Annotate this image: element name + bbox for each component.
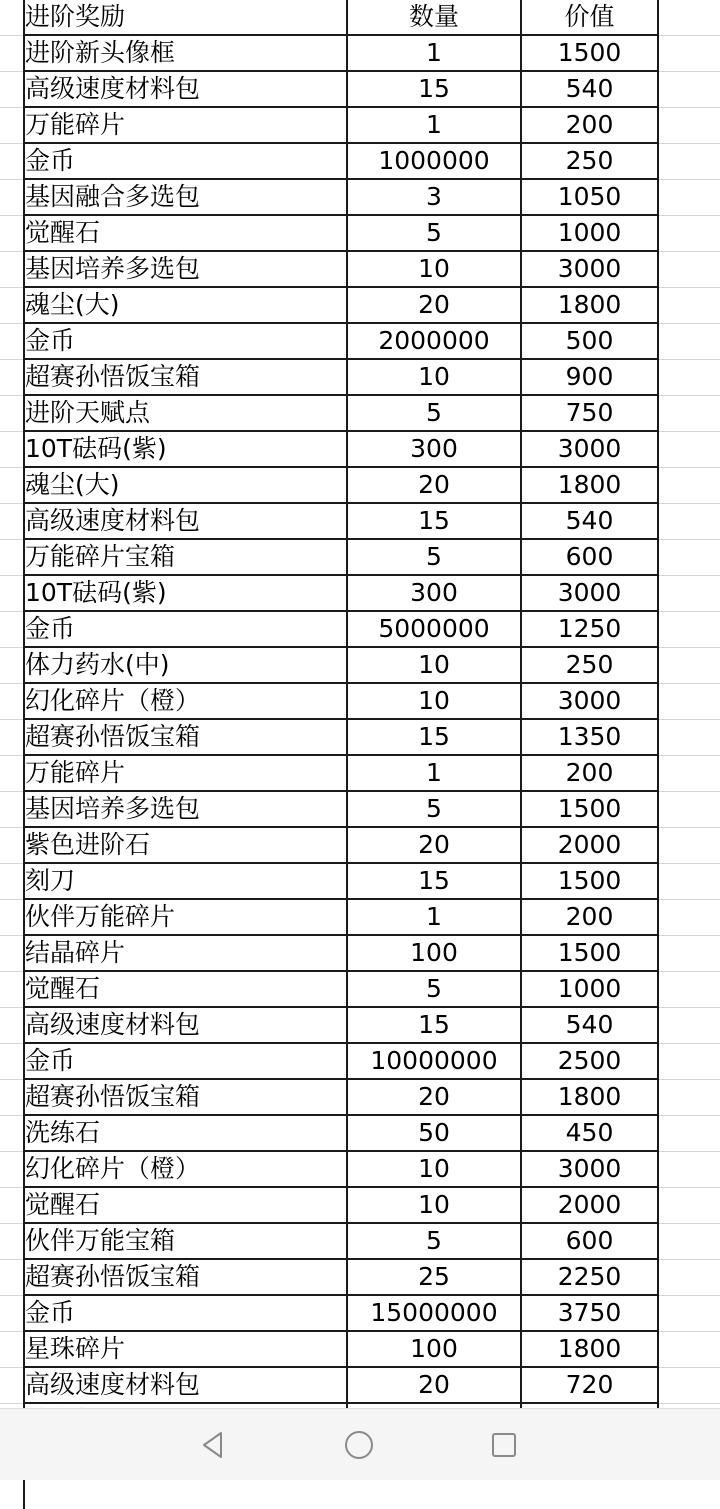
item-name-cell[interactable]: 魂尘(大)	[24, 467, 347, 503]
table-row	[0, 503, 720, 539]
quantity-cell[interactable]: 10	[347, 251, 521, 287]
value-cell[interactable]: 250	[521, 143, 658, 179]
item-name-cell[interactable]: 金币	[24, 1043, 347, 1079]
value-cell[interactable]: 720	[521, 1367, 658, 1403]
empty-cell[interactable]	[658, 575, 720, 611]
row-header-cell[interactable]	[0, 1223, 24, 1259]
value-cell[interactable]: 600	[521, 539, 658, 575]
row-header-cell[interactable]	[0, 755, 24, 791]
back-triangle-icon	[199, 1430, 229, 1460]
home-circle-icon	[343, 1429, 375, 1461]
table-row	[0, 35, 720, 71]
row-header-cell[interactable]	[0, 359, 24, 395]
quantity-cell[interactable]: 20	[347, 467, 521, 503]
empty-cell[interactable]	[658, 179, 720, 215]
item-name-cell[interactable]: 魂尘(大)	[24, 287, 347, 323]
table-row	[0, 215, 720, 251]
empty-cell[interactable]	[658, 323, 720, 359]
quantity-cell[interactable]: 15	[347, 71, 521, 107]
item-name-cell[interactable]: 万能碎片宝箱	[24, 539, 347, 575]
empty-cell[interactable]	[24, 1475, 347, 1509]
value-cell[interactable]: 1800	[521, 1079, 658, 1115]
row-header-cell[interactable]	[0, 431, 24, 467]
item-name-cell[interactable]: 金币	[24, 323, 347, 359]
quantity-cell[interactable]: 20	[347, 287, 521, 323]
row-header-cell[interactable]	[0, 1151, 24, 1187]
quantity-cell[interactable]: 5	[347, 395, 521, 431]
value-cell[interactable]: 250	[521, 647, 658, 683]
item-name-cell[interactable]: 基因培养多选包	[24, 251, 347, 287]
row-header-cell[interactable]	[0, 467, 24, 503]
table-row	[0, 1223, 720, 1259]
empty-cell[interactable]	[0, 1475, 24, 1509]
value-cell[interactable]: 600	[521, 1223, 658, 1259]
value-cell[interactable]: 900	[521, 359, 658, 395]
value-cell[interactable]: 1000	[521, 971, 658, 1007]
table-row	[0, 611, 720, 647]
empty-cell[interactable]	[658, 35, 720, 71]
row-header-cell[interactable]	[0, 1367, 24, 1403]
quantity-cell[interactable]: 20	[347, 827, 521, 863]
table-row	[0, 287, 720, 323]
empty-cell[interactable]	[658, 287, 720, 323]
item-name-cell[interactable]: 进阶新头像框	[24, 35, 347, 71]
row-header-cell[interactable]	[0, 611, 24, 647]
quantity-cell[interactable]: 1	[347, 107, 521, 143]
item-name-cell[interactable]: 结晶碎片	[24, 935, 347, 971]
row-header-cell[interactable]	[0, 935, 24, 971]
row-header-cell[interactable]	[0, 215, 24, 251]
empty-cell[interactable]	[658, 1043, 720, 1079]
empty-cell[interactable]	[658, 1115, 720, 1151]
table-row	[0, 1007, 720, 1043]
item-name-cell[interactable]: 基因培养多选包	[24, 791, 347, 827]
item-name-cell[interactable]: 超赛孙悟饭宝箱	[24, 719, 347, 755]
empty-cell[interactable]	[658, 467, 720, 503]
row-header-cell[interactable]	[0, 107, 24, 143]
item-name-cell[interactable]: 10T砝码(紫)	[24, 575, 347, 611]
table-row	[0, 1367, 720, 1403]
empty-cell[interactable]	[658, 827, 720, 863]
empty-cell[interactable]	[658, 107, 720, 143]
row-header-cell[interactable]	[0, 683, 24, 719]
table-row	[0, 395, 720, 431]
empty-cell[interactable]	[658, 755, 720, 791]
table-row	[0, 791, 720, 827]
table-row	[0, 899, 720, 935]
table-row	[0, 179, 720, 215]
quantity-cell[interactable]: 50	[347, 1115, 521, 1151]
quantity-cell[interactable]: 100	[347, 1331, 521, 1367]
home-button[interactable]	[341, 1427, 377, 1463]
value-cell[interactable]: 3000	[521, 1151, 658, 1187]
value-cell[interactable]: 1350	[521, 719, 658, 755]
value-cell[interactable]: 540	[521, 71, 658, 107]
empty-cell[interactable]	[658, 539, 720, 575]
table-row	[0, 539, 720, 575]
value-cell[interactable]: 2500	[521, 1043, 658, 1079]
table-row	[0, 1043, 720, 1079]
table-row	[0, 431, 720, 467]
quantity-cell[interactable]: 1	[347, 755, 521, 791]
table-row	[0, 1151, 720, 1187]
item-name-cell[interactable]: 幻化碎片（橙）	[24, 683, 347, 719]
table-row	[0, 251, 720, 287]
table-row	[0, 1187, 720, 1223]
empty-cell[interactable]	[658, 431, 720, 467]
table-row	[0, 971, 720, 1007]
empty-cell[interactable]	[658, 1475, 720, 1509]
quantity-cell[interactable]: 10	[347, 359, 521, 395]
empty-cell[interactable]	[658, 719, 720, 755]
item-name-cell[interactable]: 伙伴万能碎片	[24, 899, 347, 935]
row-header-cell[interactable]	[0, 1007, 24, 1043]
empty-cell[interactable]	[658, 1151, 720, 1187]
value-cell[interactable]: 1500	[521, 35, 658, 71]
quantity-cell[interactable]: 300	[347, 575, 521, 611]
value-cell[interactable]: 200	[521, 899, 658, 935]
table-row	[0, 935, 720, 971]
table-row	[0, 71, 720, 107]
table-header-row	[0, 0, 720, 35]
recents-square-icon	[489, 1430, 519, 1460]
item-name-cell[interactable]: 紫色进阶石	[24, 827, 347, 863]
quantity-cell[interactable]: 100	[347, 935, 521, 971]
header-cell-name[interactable]: 进阶奖励	[24, 0, 347, 35]
row-header-cell[interactable]	[0, 575, 24, 611]
value-cell[interactable]: 2000	[521, 1187, 658, 1223]
quantity-cell[interactable]: 25	[347, 1259, 521, 1295]
empty-cell[interactable]	[658, 143, 720, 179]
quantity-cell[interactable]: 5	[347, 539, 521, 575]
item-name-cell[interactable]: 金币	[24, 1295, 347, 1331]
value-cell[interactable]: 200	[521, 107, 658, 143]
empty-cell[interactable]	[658, 935, 720, 971]
empty-cell[interactable]	[658, 1259, 720, 1295]
item-name-cell[interactable]: 高级速度材料包	[24, 503, 347, 539]
item-name-cell[interactable]: 超赛孙悟饭宝箱	[24, 1079, 347, 1115]
table-row	[0, 827, 720, 863]
value-cell[interactable]: 3000	[521, 431, 658, 467]
empty-cell[interactable]	[658, 1331, 720, 1367]
table-row	[0, 359, 720, 395]
value-cell[interactable]: 2250	[521, 1259, 658, 1295]
row-header-cell[interactable]	[0, 1043, 24, 1079]
empty-cell[interactable]	[658, 611, 720, 647]
value-cell[interactable]: 3000	[521, 683, 658, 719]
empty-cell[interactable]	[658, 0, 720, 35]
table-row	[0, 683, 720, 719]
value-cell[interactable]: 1800	[521, 287, 658, 323]
item-name-cell[interactable]: 万能碎片	[24, 107, 347, 143]
quantity-cell[interactable]: 10000000	[347, 1043, 521, 1079]
quantity-cell[interactable]: 20	[347, 1367, 521, 1403]
item-name-cell[interactable]: 高级速度材料包	[24, 71, 347, 107]
quantity-cell[interactable]: 15	[347, 503, 521, 539]
value-cell[interactable]: 1050	[521, 179, 658, 215]
value-cell[interactable]: 540	[521, 503, 658, 539]
quantity-cell[interactable]: 5000000	[347, 611, 521, 647]
value-cell[interactable]: 200	[521, 755, 658, 791]
empty-cell[interactable]	[521, 1475, 658, 1509]
table-row	[0, 575, 720, 611]
row-header-cell[interactable]	[0, 899, 24, 935]
quantity-cell[interactable]: 3	[347, 179, 521, 215]
item-name-cell[interactable]: 觉醒石	[24, 1187, 347, 1223]
empty-cell[interactable]	[658, 1223, 720, 1259]
quantity-cell[interactable]: 10	[347, 683, 521, 719]
value-cell[interactable]: 2000	[521, 827, 658, 863]
item-name-cell[interactable]: 进阶天赋点	[24, 395, 347, 431]
empty-cell[interactable]	[658, 971, 720, 1007]
value-cell[interactable]: 1800	[521, 467, 658, 503]
table-row	[0, 143, 720, 179]
empty-cell[interactable]	[658, 395, 720, 431]
table-row	[0, 467, 720, 503]
empty-cell[interactable]	[658, 1079, 720, 1115]
table-row	[0, 647, 720, 683]
row-header-cell[interactable]	[0, 647, 24, 683]
empty-cell[interactable]	[658, 1007, 720, 1043]
row-header-cell[interactable]	[0, 35, 24, 71]
back-button[interactable]	[196, 1427, 232, 1463]
table-row	[0, 1259, 720, 1295]
value-cell[interactable]: 1500	[521, 863, 658, 899]
table-row	[0, 1331, 720, 1367]
item-name-cell[interactable]: 幻化碎片（橙）	[24, 1151, 347, 1187]
header-cell-quantity[interactable]: 数量	[347, 0, 521, 35]
empty-cell[interactable]	[658, 683, 720, 719]
value-cell[interactable]: 500	[521, 323, 658, 359]
row-header-cell[interactable]	[0, 0, 24, 35]
item-name-cell[interactable]: 觉醒石	[24, 971, 347, 1007]
row-header-cell[interactable]	[0, 71, 24, 107]
quantity-cell[interactable]: 5	[347, 971, 521, 1007]
table-row	[0, 863, 720, 899]
quantity-cell[interactable]: 10	[347, 1187, 521, 1223]
empty-cell[interactable]	[658, 359, 720, 395]
item-name-cell[interactable]: 金币	[24, 611, 347, 647]
value-cell[interactable]: 3750	[521, 1295, 658, 1331]
row-header-cell[interactable]	[0, 251, 24, 287]
row-header-cell[interactable]	[0, 539, 24, 575]
value-cell[interactable]: 750	[521, 395, 658, 431]
table-row	[0, 107, 720, 143]
item-name-cell[interactable]: 基因融合多选包	[24, 179, 347, 215]
item-name-cell[interactable]: 高级速度材料包	[24, 1367, 347, 1403]
quantity-cell[interactable]: 5	[347, 791, 521, 827]
table-row	[0, 1079, 720, 1115]
empty-cell[interactable]	[658, 251, 720, 287]
value-cell[interactable]: 1250	[521, 611, 658, 647]
quantity-cell[interactable]: 300	[347, 431, 521, 467]
item-name-cell[interactable]: 星珠碎片	[24, 1331, 347, 1367]
table-row	[0, 719, 720, 755]
item-name-cell[interactable]: 金币	[24, 143, 347, 179]
quantity-cell[interactable]: 2000000	[347, 323, 521, 359]
empty-cell[interactable]	[658, 215, 720, 251]
value-cell[interactable]: 1500	[521, 791, 658, 827]
row-header-cell[interactable]	[0, 1115, 24, 1151]
row-header-cell[interactable]	[0, 1187, 24, 1223]
value-cell[interactable]: 3000	[521, 575, 658, 611]
empty-cell[interactable]	[658, 899, 720, 935]
item-name-cell[interactable]: 万能碎片	[24, 755, 347, 791]
header-cell-value[interactable]: 价值	[521, 0, 658, 35]
quantity-cell[interactable]: 15	[347, 719, 521, 755]
item-name-cell[interactable]: 10T砝码(紫)	[24, 431, 347, 467]
row-header-cell[interactable]	[0, 395, 24, 431]
quantity-cell[interactable]: 5	[347, 1223, 521, 1259]
row-header-cell[interactable]	[0, 827, 24, 863]
quantity-cell[interactable]: 10	[347, 1151, 521, 1187]
value-cell[interactable]: 450	[521, 1115, 658, 1151]
value-cell[interactable]: 3000	[521, 251, 658, 287]
empty-cell[interactable]	[658, 503, 720, 539]
value-cell[interactable]: 1500	[521, 935, 658, 971]
row-header-cell[interactable]	[0, 1079, 24, 1115]
empty-table-row	[0, 1475, 720, 1509]
item-name-cell[interactable]: 超赛孙悟饭宝箱	[24, 1259, 347, 1295]
item-name-cell[interactable]: 超赛孙悟饭宝箱	[24, 359, 347, 395]
empty-cell[interactable]	[658, 1367, 720, 1403]
item-name-cell[interactable]: 觉醒石	[24, 215, 347, 251]
recents-button[interactable]	[486, 1427, 522, 1463]
quantity-cell[interactable]: 1	[347, 899, 521, 935]
item-name-cell[interactable]: 体力药水(中)	[24, 647, 347, 683]
table-row	[0, 323, 720, 359]
row-header-cell[interactable]	[0, 863, 24, 899]
quantity-cell[interactable]: 15	[347, 863, 521, 899]
item-name-cell[interactable]: 高级速度材料包	[24, 1007, 347, 1043]
empty-cell[interactable]	[658, 647, 720, 683]
row-header-cell[interactable]	[0, 1259, 24, 1295]
empty-cell[interactable]	[658, 1295, 720, 1331]
value-cell[interactable]: 1000	[521, 215, 658, 251]
row-header-cell[interactable]	[0, 971, 24, 1007]
row-header-cell[interactable]	[0, 323, 24, 359]
empty-cell[interactable]	[347, 1475, 521, 1509]
table-row	[0, 1295, 720, 1331]
row-header-cell[interactable]	[0, 719, 24, 755]
table-row	[0, 755, 720, 791]
quantity-cell[interactable]: 1	[347, 35, 521, 71]
quantity-cell[interactable]: 1000000	[347, 143, 521, 179]
empty-cell[interactable]	[658, 863, 720, 899]
value-cell[interactable]: 1800	[521, 1331, 658, 1367]
table-row	[0, 1115, 720, 1151]
row-header-cell[interactable]	[0, 791, 24, 827]
row-header-cell[interactable]	[0, 1331, 24, 1367]
row-header-cell[interactable]	[0, 143, 24, 179]
row-header-cell[interactable]	[0, 179, 24, 215]
row-header-cell[interactable]	[0, 287, 24, 323]
row-header-cell[interactable]	[0, 1295, 24, 1331]
quantity-cell[interactable]: 10	[347, 647, 521, 683]
quantity-cell[interactable]: 20	[347, 1079, 521, 1115]
quantity-cell[interactable]: 15000000	[347, 1295, 521, 1331]
item-name-cell[interactable]: 洗练石	[24, 1115, 347, 1151]
quantity-cell[interactable]: 5	[347, 215, 521, 251]
item-name-cell[interactable]: 刻刀	[24, 863, 347, 899]
empty-cell[interactable]	[658, 71, 720, 107]
item-name-cell[interactable]: 伙伴万能宝箱	[24, 1223, 347, 1259]
empty-cell[interactable]	[658, 791, 720, 827]
empty-cell[interactable]	[658, 1187, 720, 1223]
system-navigation-bar	[0, 1408, 720, 1480]
value-cell[interactable]: 540	[521, 1007, 658, 1043]
row-header-cell[interactable]	[0, 503, 24, 539]
quantity-cell[interactable]: 15	[347, 1007, 521, 1043]
